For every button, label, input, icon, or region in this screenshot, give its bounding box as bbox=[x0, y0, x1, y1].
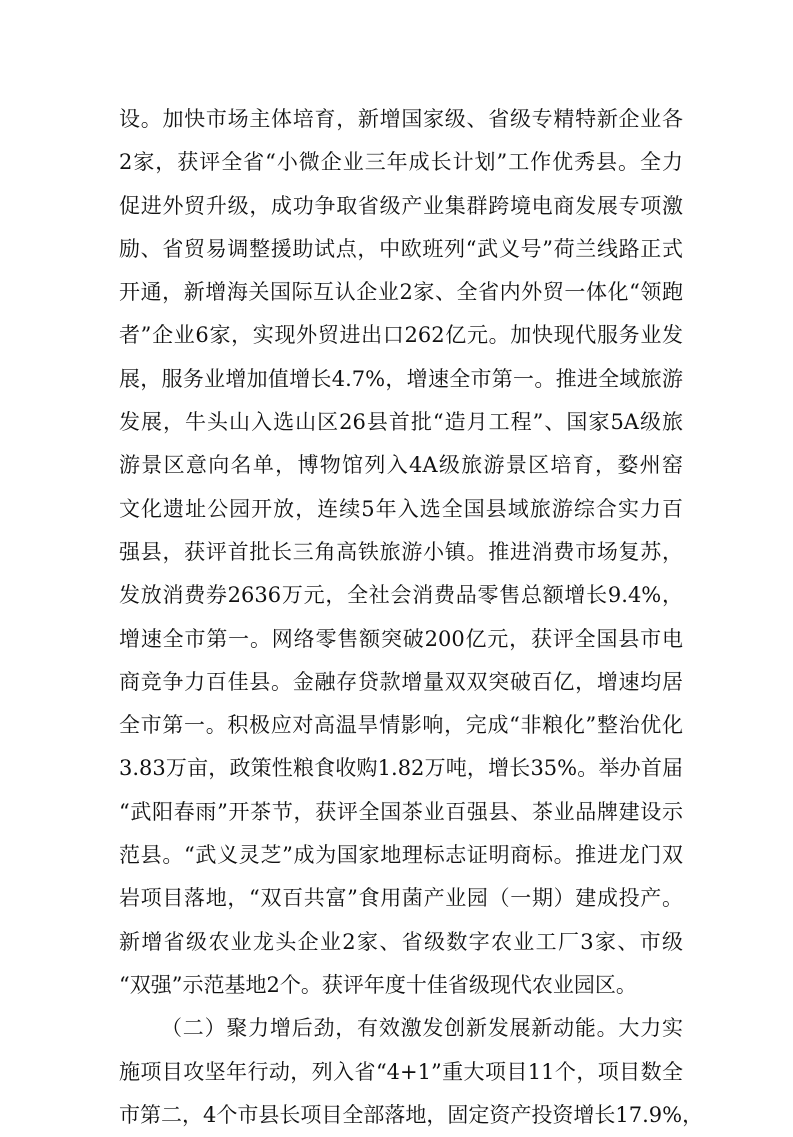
text-line: 2家，获评全省“小微企业三年成长计划”工作优秀县。全力 bbox=[119, 150, 683, 175]
text-line: 新增省级农业龙头企业2家、省级数字农业工厂3家、市级 bbox=[119, 929, 683, 954]
paragraph-end-line: “双强”示范基地2个。获评年度十佳省级现代农业园区。 bbox=[119, 972, 637, 997]
text-line: 商竞争力百佳县。金融存贷款增量双双突破百亿，增速均居 bbox=[119, 669, 683, 694]
text-line: 开通，新增海关国际互认企业2家、全省内外贸一体化“领跑 bbox=[119, 280, 683, 305]
text-line: 范县。“武义灵芝”成为国家地理标志证明商标。推进龙门双 bbox=[119, 843, 683, 868]
text-line: 市第二，4个市县长项目全部落地，固定资产投资增长17.9%， bbox=[119, 1102, 704, 1127]
text-line: 强县，获评首批长三角高铁旅游小镇。推进消费市场复苏， bbox=[119, 539, 683, 564]
text-line: 发展，牛头山入选山区26县首批“造月工程”、国家5A级旅 bbox=[119, 410, 683, 435]
text-line: 设。加快市场主体培育，新增国家级、省级专精特新企业各 bbox=[119, 107, 683, 131]
document-body bbox=[119, 98, 704, 1137]
text-line: 者”企业6家，实现外贸进出口262亿元。加快现代服务业发 bbox=[119, 323, 683, 348]
text-line: 文化遗址公园开放，连续5年入选全国县域旅游综合实力百 bbox=[119, 496, 683, 521]
text-line: 游景区意向名单，博物馆列入4A级旅游景区培育，婺州窑 bbox=[119, 453, 683, 478]
text-line: 全市第一。积极应对高温旱情影响，完成“非粮化”整治优化 bbox=[119, 713, 683, 738]
text-line: 励、省贸易调整援助试点，中欧班列“武义号”荷兰线路正式 bbox=[119, 236, 683, 261]
section-heading-line: （二）聚力增后劲，有效激发创新发展新动能。大力实 bbox=[161, 1016, 683, 1041]
text-line: 发放消费券2636万元，全社会消费品零售总额增长9.4%， bbox=[119, 583, 683, 608]
text-line: 岩项目落地，“双百共富”食用菌产业园（一期）建成投产。 bbox=[119, 886, 683, 911]
text-line: 促进外贸升级，成功争取省级产业集群跨境电商发展专项激 bbox=[119, 193, 683, 218]
text-line: 3.83万亩，政策性粮食收购1.82万吨，增长35%。举办首届 bbox=[119, 756, 683, 781]
text-line: “武阳春雨”开茶节，获评全国茶业百强县、茶业品牌建设示 bbox=[119, 799, 683, 824]
text-line: 增速全市第一。网络零售额突破200亿元，获评全国县市电 bbox=[119, 626, 683, 651]
text-line: 展，服务业增加值增长4.7%，增速全市第一。推进全域旅游 bbox=[119, 366, 683, 391]
text-line: 施项目攻坚年行动，列入省“4+1”重大项目11个，项目数全 bbox=[119, 1059, 683, 1084]
